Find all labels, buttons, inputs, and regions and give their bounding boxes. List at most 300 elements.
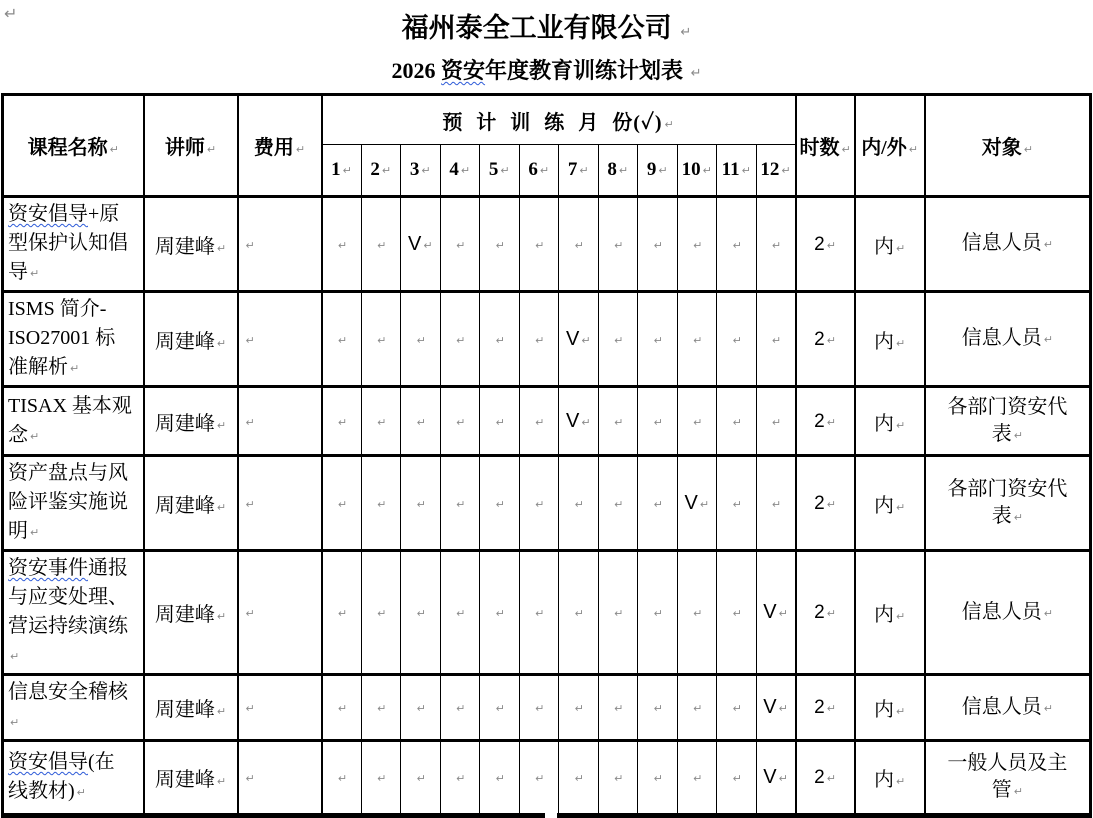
hours-text: 2: [814, 697, 825, 718]
course-text: 通报与应变处理、营运持续演练: [8, 557, 128, 637]
cell-end-mark-icon: ↵: [535, 702, 545, 715]
header-inout-label: 内/外: [861, 137, 907, 159]
cell-end-mark-icon: ↵: [653, 415, 663, 429]
month-cell[interactable]: [440, 387, 480, 456]
inout-cell[interactable]: [855, 292, 925, 387]
cell-end-mark-icon: ↵: [702, 164, 712, 177]
month-cell[interactable]: [717, 197, 757, 292]
hours-cell[interactable]: [796, 387, 855, 456]
course-text: 信息安全稽核: [8, 681, 128, 703]
check-mark: V: [565, 327, 580, 350]
cell-end-mark-icon: ↵: [423, 238, 433, 252]
hours-text: 2: [814, 233, 825, 255]
month-cell[interactable]: [480, 292, 520, 387]
cell-end-mark-icon: ↵: [377, 497, 387, 511]
header-month-2[interactable]: [361, 145, 401, 197]
month-cell[interactable]: [756, 456, 796, 551]
instructor-cell[interactable]: [144, 675, 238, 741]
month-cell[interactable]: [519, 741, 559, 816]
cell-end-mark-icon: ↵: [771, 497, 782, 511]
cell-end-mark-icon: ↵: [895, 705, 906, 718]
month-cell[interactable]: [361, 197, 401, 292]
cell-end-mark-icon: ↵: [614, 702, 624, 715]
month-cell[interactable]: [598, 387, 638, 456]
course-flagged-text: 资安倡导: [8, 203, 88, 225]
cell-end-mark-icon: ↵: [416, 702, 426, 715]
month-cell[interactable]: [519, 551, 559, 675]
cell-end-mark-icon: ↵: [377, 415, 387, 429]
cell-end-mark-icon: ↵: [664, 117, 675, 131]
audience-cell[interactable]: [925, 551, 1091, 675]
month-cell[interactable]: [322, 675, 362, 741]
cell-end-mark-icon: ↵: [295, 143, 306, 156]
cell-end-mark-icon: ↵: [826, 238, 836, 252]
month-label: 1: [331, 159, 341, 180]
cell-end-mark-icon: ↵: [895, 775, 906, 788]
month-cell[interactable]: [717, 675, 757, 741]
cell-end-mark-icon: ↵: [732, 497, 742, 511]
fee-cell[interactable]: [238, 456, 322, 551]
hours-text: 2: [814, 602, 825, 623]
month-cell[interactable]: [677, 741, 717, 816]
header-month-5[interactable]: [480, 145, 520, 197]
header-course-label: 课程名称: [27, 137, 108, 159]
month-cell[interactable]: [401, 675, 441, 741]
cell-end-mark-icon: ↵: [778, 607, 788, 620]
hours-cell[interactable]: [796, 292, 855, 387]
month-cell[interactable]: [322, 387, 362, 456]
fee-cell[interactable]: [238, 197, 322, 292]
hours-cell[interactable]: [796, 551, 855, 675]
header-month-7[interactable]: [559, 145, 599, 197]
course-cell[interactable]: [3, 551, 144, 675]
cell-end-mark-icon: ↵: [658, 164, 668, 177]
cell-end-mark-icon: ↵: [456, 702, 466, 715]
audience-cell[interactable]: [925, 675, 1091, 741]
company-title: [0, 11, 1093, 50]
course-cell[interactable]: [3, 292, 144, 387]
course-cell[interactable]: [3, 387, 144, 456]
month-cell[interactable]: [598, 456, 638, 551]
month-cell[interactable]: [440, 675, 480, 741]
audience-cell[interactable]: [925, 387, 1091, 456]
cell-end-mark-icon: ↵: [653, 333, 663, 347]
cell-end-mark-icon: ↵: [206, 143, 217, 156]
table-row: [3, 292, 1091, 387]
fee-cell[interactable]: [238, 292, 322, 387]
cell-end-mark-icon: ↵: [216, 775, 227, 788]
month-label: 3: [409, 159, 420, 180]
instructor-text: 周建峰: [154, 494, 215, 517]
training-plan-table-wrap: [1, 93, 1092, 818]
month-cell[interactable]: [322, 197, 362, 292]
month-cell[interactable]: [598, 292, 638, 387]
month-cell[interactable]: [677, 387, 717, 456]
cell-end-mark-icon: ↵: [614, 415, 624, 429]
cell-end-mark-icon: ↵: [581, 333, 591, 347]
cell-end-mark-icon: ↵: [245, 772, 255, 785]
month-cell[interactable]: [559, 456, 599, 551]
course-cell[interactable]: [3, 456, 144, 551]
inout-cell[interactable]: [855, 675, 925, 741]
course-text: ISMS 简介-ISO27001 标准解析: [8, 298, 116, 378]
header-month-4[interactable]: [440, 145, 480, 197]
month-cell[interactable]: [638, 387, 678, 456]
header-audience-label: 对象: [981, 137, 1022, 159]
header-month-12[interactable]: [756, 145, 796, 197]
audience-text: 各部门资安代表: [947, 395, 1068, 445]
company-title-text: 福州泰全工业有限公司: [401, 13, 672, 43]
month-cell[interactable]: [440, 292, 480, 387]
cell-end-mark-icon: ↵: [895, 336, 906, 350]
table-row: [3, 741, 1091, 816]
cell-end-mark-icon: ↵: [732, 238, 742, 252]
cell-end-mark-icon: ↵: [381, 164, 392, 177]
month-cell[interactable]: [717, 551, 757, 675]
cell-end-mark-icon: ↵: [690, 66, 702, 81]
header-inout[interactable]: [855, 95, 925, 197]
instructor-cell[interactable]: [144, 292, 238, 387]
cell-end-mark-icon: ↵: [456, 607, 466, 620]
month-cell[interactable]: [677, 456, 717, 551]
cell-end-mark-icon: ↵: [653, 702, 663, 715]
hours-cell[interactable]: [796, 456, 855, 551]
audience-text: 信息人员: [961, 600, 1042, 623]
cell-end-mark-icon: ↵: [1013, 428, 1023, 442]
month-label: 8: [607, 159, 617, 180]
cell-end-mark-icon: ↵: [245, 497, 255, 511]
inout-text: 内: [873, 235, 894, 258]
month-cell[interactable]: [440, 197, 480, 292]
cell-end-mark-icon: ↵: [771, 333, 782, 347]
inout-cell[interactable]: [855, 551, 925, 675]
cell-end-mark-icon: ↵: [778, 772, 788, 785]
cell-end-mark-icon: ↵: [741, 164, 751, 177]
month-cell[interactable]: [401, 292, 441, 387]
course-cell[interactable]: [3, 675, 144, 741]
month-cell[interactable]: [598, 551, 638, 675]
inout-text: 内: [873, 769, 894, 791]
cell-end-mark-icon: ↵: [377, 238, 387, 252]
cell-end-mark-icon: ↵: [337, 607, 348, 620]
inout-cell[interactable]: [855, 197, 925, 292]
month-cell[interactable]: [756, 197, 796, 292]
cell-end-mark-icon: ↵: [699, 497, 710, 511]
month-cell[interactable]: [638, 292, 678, 387]
course-cell[interactable]: [3, 197, 144, 292]
cell-end-mark-icon: ↵: [1043, 238, 1053, 251]
check-mark: V: [407, 232, 422, 255]
cell-end-mark-icon: ↵: [337, 415, 348, 429]
cell-end-mark-icon: ↵: [535, 772, 545, 785]
header-month-9[interactable]: [638, 145, 678, 197]
instructor-text: 周建峰: [154, 604, 215, 626]
month-cell[interactable]: [361, 741, 401, 816]
month-cell[interactable]: [440, 456, 480, 551]
cell-end-mark-icon: ↵: [826, 607, 836, 620]
instructor-cell[interactable]: [144, 741, 238, 816]
cell-end-mark-icon: ↵: [1013, 785, 1023, 798]
month-cell[interactable]: [559, 675, 599, 741]
fee-cell[interactable]: [238, 387, 322, 456]
cell-end-mark-icon: ↵: [30, 526, 40, 539]
hours-text: 2: [814, 328, 825, 350]
cell-end-mark-icon: ↵: [1043, 333, 1053, 346]
month-cell[interactable]: [480, 197, 520, 292]
cell-end-mark-icon: ↵: [908, 143, 918, 156]
hours-cell[interactable]: [796, 197, 855, 292]
month-cell[interactable]: [480, 741, 520, 816]
month-cell[interactable]: [519, 387, 559, 456]
header-month-6[interactable]: [519, 145, 559, 197]
inout-cell[interactable]: [855, 387, 925, 456]
cell-end-mark-icon: ↵: [574, 238, 584, 252]
header-month-10[interactable]: [677, 145, 717, 197]
audience-text: 信息人员: [961, 327, 1042, 349]
instructor-text: 周建峰: [154, 330, 215, 353]
header-months-group[interactable]: [322, 95, 796, 145]
month-cell[interactable]: [519, 456, 559, 551]
doc-title-year: 2026: [391, 58, 442, 83]
header-fee[interactable]: [238, 95, 322, 197]
month-cell[interactable]: [361, 292, 401, 387]
month-label: 9: [646, 159, 657, 180]
cell-end-mark-icon: ↵: [245, 702, 255, 715]
month-cell[interactable]: [638, 741, 678, 816]
border-gap-artifact: [545, 813, 557, 818]
cell-end-mark-icon: ↵: [895, 500, 906, 514]
cell-end-mark-icon: ↵: [337, 702, 348, 715]
month-cell[interactable]: [401, 197, 441, 292]
header-month-11[interactable]: [717, 145, 757, 197]
month-cell[interactable]: [717, 741, 757, 816]
instructor-text: 周建峰: [154, 769, 215, 791]
cell-end-mark-icon: ↵: [841, 143, 851, 156]
month-cell[interactable]: [519, 197, 559, 292]
cell-end-mark-icon: ↵: [216, 610, 227, 623]
cell-end-mark-icon: ↵: [245, 415, 255, 429]
header-course[interactable]: [3, 95, 144, 197]
month-cell[interactable]: [440, 741, 480, 816]
month-cell[interactable]: [519, 292, 559, 387]
instructor-cell[interactable]: [144, 456, 238, 551]
month-cell[interactable]: [717, 387, 757, 456]
course-text: +原型保护认知倡导: [8, 203, 128, 283]
month-cell[interactable]: [559, 197, 599, 292]
month-cell[interactable]: [756, 741, 796, 816]
cell-end-mark-icon: ↵: [653, 772, 663, 785]
cell-end-mark-icon: ↵: [421, 164, 431, 177]
month-cell[interactable]: [440, 551, 480, 675]
month-cell[interactable]: [322, 456, 362, 551]
header-month-8[interactable]: [598, 145, 638, 197]
cell-end-mark-icon: ↵: [781, 164, 791, 177]
cell-end-mark-icon: ↵: [377, 333, 387, 347]
cell-end-mark-icon: ↵: [826, 497, 836, 511]
month-cell[interactable]: [480, 456, 520, 551]
cell-end-mark-icon: ↵: [581, 415, 591, 429]
header-instructor-label: 讲师: [164, 137, 205, 159]
header-fee-label: 费用: [253, 137, 294, 159]
cell-end-mark-icon: ↵: [10, 650, 20, 663]
inout-text: 内: [873, 494, 894, 517]
instructor-cell[interactable]: [144, 387, 238, 456]
month-label: 10: [681, 159, 701, 180]
month-cell[interactable]: [361, 456, 401, 551]
month-cell[interactable]: [756, 551, 796, 675]
month-cell[interactable]: [480, 387, 520, 456]
cell-end-mark-icon: ↵: [216, 336, 227, 350]
header-month-3[interactable]: [401, 145, 441, 197]
cell-end-mark-icon: ↵: [342, 164, 352, 177]
audience-cell[interactable]: [925, 292, 1091, 387]
cell-end-mark-icon: ↵: [732, 607, 742, 620]
cell-end-mark-icon: ↵: [1043, 701, 1053, 715]
cell-end-mark-icon: ↵: [416, 772, 426, 785]
hours-cell[interactable]: [796, 675, 855, 741]
month-cell[interactable]: [638, 456, 678, 551]
month-cell[interactable]: [322, 551, 362, 675]
audience-cell[interactable]: [925, 197, 1091, 292]
month-cell[interactable]: [677, 197, 717, 292]
cell-end-mark-icon: ↵: [416, 607, 426, 620]
cell-end-mark-icon: ↵: [653, 497, 663, 511]
check-mark: V: [763, 601, 777, 623]
cell-end-mark-icon: ↵: [76, 786, 86, 799]
month-cell[interactable]: [598, 197, 638, 292]
cell-end-mark-icon: ↵: [693, 772, 703, 785]
cell-end-mark-icon: ↵: [693, 238, 703, 252]
month-cell[interactable]: [756, 292, 796, 387]
cell-end-mark-icon: ↵: [456, 238, 466, 252]
header-hours[interactable]: [796, 95, 855, 197]
cell-end-mark-icon: ↵: [495, 702, 505, 715]
month-cell[interactable]: [401, 741, 441, 816]
month-cell[interactable]: [480, 675, 520, 741]
doc-title-rest: 年度教育训练计划表: [485, 58, 684, 83]
fee-cell[interactable]: [238, 551, 322, 675]
hours-text: 2: [814, 767, 825, 788]
inout-cell[interactable]: [855, 456, 925, 551]
month-cell[interactable]: [638, 551, 678, 675]
cell-end-mark-icon: ↵: [1043, 606, 1053, 620]
month-cell[interactable]: [756, 675, 796, 741]
table-row: [3, 551, 1091, 675]
cell-end-mark-icon: ↵: [732, 415, 742, 429]
month-label: 4: [449, 159, 459, 180]
month-cell[interactable]: [559, 292, 599, 387]
month-cell[interactable]: [401, 387, 441, 456]
cell-end-mark-icon: ↵: [826, 415, 836, 429]
month-cell[interactable]: [322, 292, 362, 387]
cell-end-mark-icon: ↵: [574, 607, 584, 620]
inout-text: 内: [873, 699, 894, 721]
cell-end-mark-icon: ↵: [377, 772, 387, 785]
audience-text: 信息人员: [961, 695, 1042, 718]
cell-end-mark-icon: ↵: [732, 702, 742, 715]
cell-end-mark-icon: ↵: [693, 607, 703, 620]
month-cell[interactable]: [717, 456, 757, 551]
hours-cell[interactable]: [796, 741, 855, 816]
training-plan-table: [1, 93, 1092, 818]
course-cell[interactable]: [3, 741, 144, 816]
month-cell[interactable]: [361, 387, 401, 456]
month-cell[interactable]: [638, 197, 678, 292]
month-cell[interactable]: [480, 551, 520, 675]
cell-end-mark-icon: ↵: [70, 362, 80, 375]
cell-end-mark-icon: ↵: [732, 333, 742, 347]
header-instructor[interactable]: [144, 95, 238, 197]
cell-end-mark-icon: ↵: [245, 333, 255, 347]
month-cell[interactable]: [638, 675, 678, 741]
fee-cell[interactable]: [238, 741, 322, 816]
cell-end-mark-icon: ↵: [30, 267, 40, 280]
cell-end-mark-icon: ↵: [500, 164, 510, 177]
audience-cell[interactable]: [925, 741, 1091, 816]
month-cell[interactable]: [519, 675, 559, 741]
month-cell[interactable]: [677, 551, 717, 675]
month-label: 11: [721, 159, 740, 180]
month-cell[interactable]: [322, 741, 362, 816]
cell-end-mark-icon: ↵: [495, 238, 505, 252]
instructor-text: 周建峰: [154, 235, 215, 258]
cell-end-mark-icon: ↵: [495, 415, 505, 429]
cell-end-mark-icon: ↵: [416, 415, 426, 429]
cell-end-mark-icon: ↵: [460, 164, 471, 177]
cell-end-mark-icon: ↵: [579, 164, 589, 177]
month-cell[interactable]: [361, 551, 401, 675]
fee-cell[interactable]: [238, 675, 322, 741]
month-cell[interactable]: [677, 292, 717, 387]
month-cell[interactable]: [717, 292, 757, 387]
instructor-cell[interactable]: [144, 551, 238, 675]
month-cell[interactable]: [559, 387, 599, 456]
instructor-cell[interactable]: [144, 197, 238, 292]
inout-cell[interactable]: [855, 741, 925, 816]
month-label: 7: [567, 159, 578, 180]
audience-text: 一般人员及主管: [947, 752, 1068, 801]
cell-end-mark-icon: ↵: [245, 607, 255, 620]
audience-cell[interactable]: [925, 456, 1091, 551]
cell-end-mark-icon: ↵: [680, 25, 692, 40]
month-cell[interactable]: [598, 741, 638, 816]
inout-text: 内: [873, 330, 894, 353]
table-row: [3, 197, 1091, 292]
month-cell[interactable]: [401, 551, 441, 675]
cell-end-mark-icon: ↵: [216, 241, 227, 255]
check-mark: V: [565, 409, 580, 432]
month-cell[interactable]: [598, 675, 638, 741]
header-month-1[interactable]: [322, 145, 362, 197]
header-audience[interactable]: [925, 95, 1091, 197]
cell-end-mark-icon: ↵: [535, 497, 545, 511]
cell-end-mark-icon: ↵: [614, 238, 624, 252]
cell-end-mark-icon: ↵: [535, 415, 545, 429]
month-cell[interactable]: [401, 456, 441, 551]
month-cell[interactable]: [677, 675, 717, 741]
course-text: (在线教材): [8, 751, 115, 802]
month-cell[interactable]: [756, 387, 796, 456]
cell-end-mark-icon: ↵: [826, 772, 836, 785]
cell-end-mark-icon: ↵: [456, 497, 466, 511]
month-cell[interactable]: [559, 741, 599, 816]
cell-end-mark-icon: ↵: [535, 333, 545, 347]
month-cell[interactable]: [559, 551, 599, 675]
cell-end-mark-icon: ↵: [456, 333, 466, 347]
doc-title: [0, 57, 1093, 87]
cell-end-mark-icon: ↵: [653, 238, 663, 252]
month-cell[interactable]: [361, 675, 401, 741]
